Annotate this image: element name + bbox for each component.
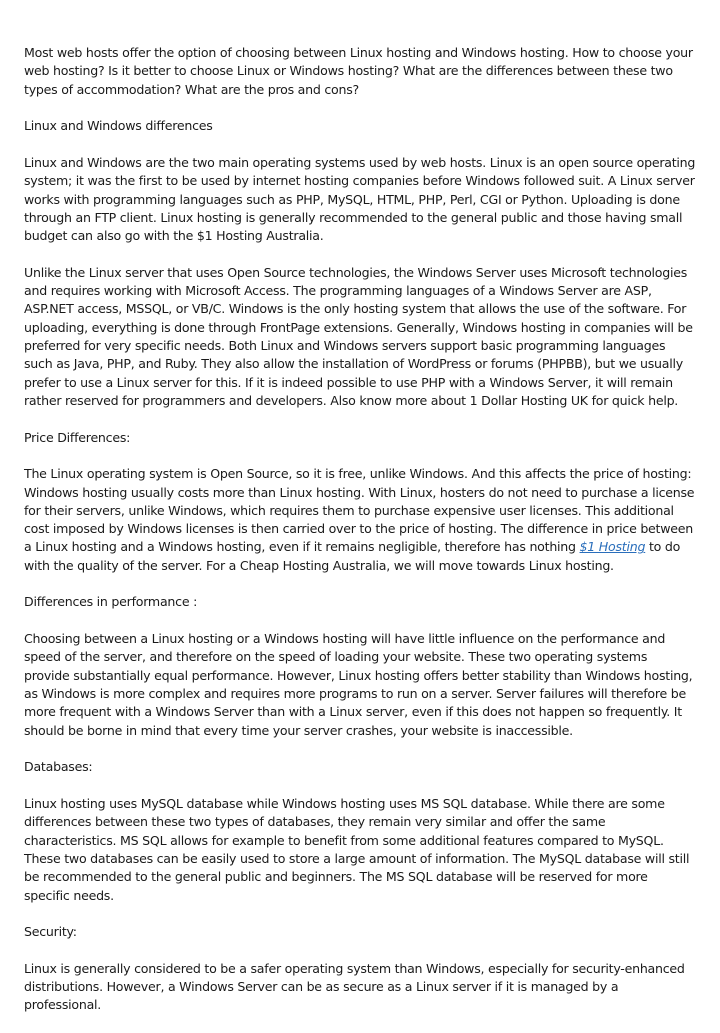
article-body [24,44,696,1033]
price-text-after: to do with the quality of the server. For a Cheap Hosting Australia, we will move towards Linux hosting. [24,539,681,573]
differences-heading: Linux and Windows differences [24,118,213,134]
security-paragraph: Linux is generally considered to be a safer operating system than Windows, especially for security-enhanced distributions. However, a Windows Server can be as secure as a Linux server if it is managed by a professional. [24,960,685,1013]
differences-paragraph: Linux and Windows are the two main operating systems used by web hosts. Linux is an open source operating system; it was the first to be used by internet hosting companies before Windows followed suit. A Linux server works with programming languages such as PHP, MySQL, HTML, PHP, Perl, CGI or Python. Uploading is done through an FTP client. Linux hosting is generally recommended to the general public and those having small budget can also go with the $1 Hosting Australia. [24,154,696,244]
databases-heading: Databases: [24,759,93,775]
windows-server-paragraph: Unlike the Linux server that uses Open Source technologies, the Windows Server uses Microsoft technologies and requires working with Microsoft Access. The programming languages of a Windows Server are ASP, ASP.NET access, MSSQL, or VB/C. Windows is the only hosting system that allows the use of the software. For uploading, everything is done through FrontPage extensions. Generally, Windows hosting in companies will be preferred for very specific needs. Both Linux and Windows servers support basic programming languages such as Java, PHP, and Ruby. They also allow the installation of WordPress or forums (PHPBB), but we usually prefer to use a Linux server for this. If it is indeed possible to use PHP with a Windows Server, it will remain rather reserved for programmers and developers. Also know more about 1 Dollar Hosting UK for quick help. [24,264,693,408]
price-text-before: The Linux operating system is Open Source, so it is free, unlike Windows. And this affects the price of hosting: Windows hosting usually costs more than Linux hosting. With Linux, hosters do not need to purchase a license for their servers, unlike Windows, which requires them to purchase expensive user licenses. This additional cost imposed by Windows licenses is then carried over to the price of hosting. The difference in price between a Linux hosting and a Windows hosting, even if it remains negligible, therefore has nothing [24,466,695,555]
security-heading: Security: [24,924,77,940]
performance-heading: Differences in performance : [24,594,198,610]
price-paragraph [24,465,696,575]
one-dollar-hosting-link[interactable]: $1 Hosting [579,539,646,555]
performance-paragraph: Choosing between a Linux hosting or a Windows hosting will have little influence on the performance and speed of the server, and therefore on the speed of loading your website. These two operating systems provide substantially equal performance. However, Linux hosting offers better stability than Windows hosting, as Windows is more complex and requires more programs to run on a server. Server failures will therefore be more frequent with a Windows Server than with a Linux server, even if this does not happen so frequently. It should be borne in mind that every time your server crashes, your website is inaccessible. [24,631,693,738]
intro-paragraph: Most web hosts offer the option of choosing between Linux hosting and Windows hosting. How to choose your web hosting? Is it better to choose Linux or Windows hosting? What are the differences between these two types of accommodation? What are the pros and cons? [24,45,693,97]
databases-paragraph: Linux hosting uses MySQL database while Windows hosting uses MS SQL database. While there are some differences between these two types of databases, they remain very similar and offer the same characteristics. MS SQL allows for example to benefit from some additional features compared to MySQL. These two databases can be easily used to store a large amount of information. The MySQL database will still be recommended to the general public and beginners. The MS SQL database will be reserved for more specific needs. [24,796,690,903]
price-heading: Price Differences: [24,429,131,445]
